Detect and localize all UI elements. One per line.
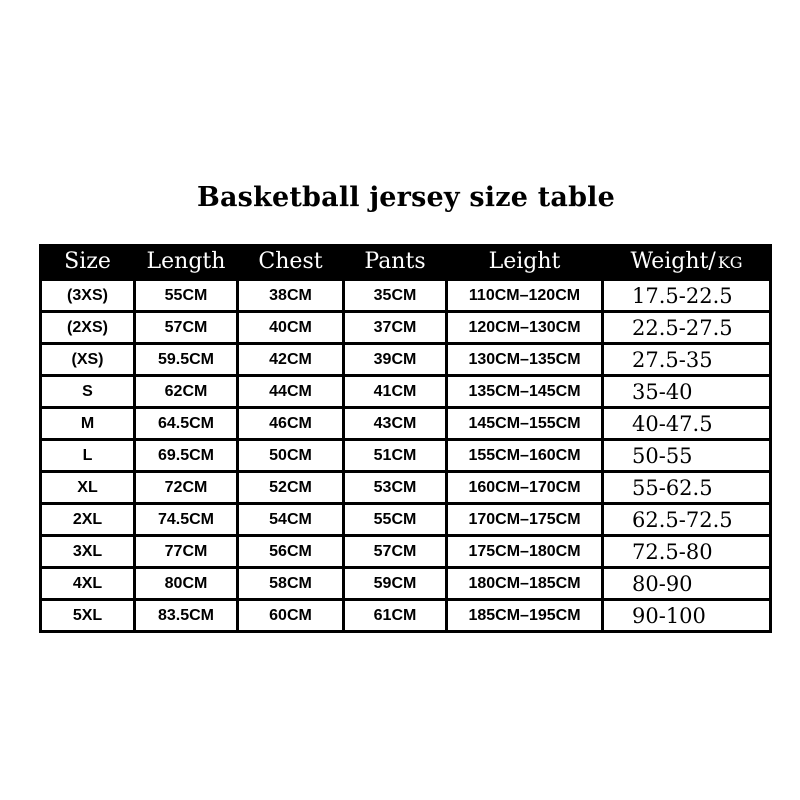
cell-length: 59.5CM xyxy=(135,344,238,376)
header-weight-unit: KG xyxy=(717,252,743,272)
cell-size: 2XL xyxy=(41,504,135,536)
header-weight xyxy=(603,244,771,280)
cell-pants: 37CM xyxy=(344,312,447,344)
cell-leight: 155CM–160CM xyxy=(447,440,603,472)
table-row xyxy=(41,600,771,632)
header-size: Size xyxy=(41,244,135,280)
cell-pants: 53CM xyxy=(344,472,447,504)
cell-pants: 43CM xyxy=(344,408,447,440)
table-header xyxy=(41,244,771,280)
cell-length: 74.5CM xyxy=(135,504,238,536)
cell-weight: 80-90 xyxy=(603,568,771,600)
cell-chest: 56CM xyxy=(238,536,344,568)
cell-pants: 61CM xyxy=(344,600,447,632)
table-row xyxy=(41,408,771,440)
cell-pants: 55CM xyxy=(344,504,447,536)
cell-weight: 17.5-22.5 xyxy=(603,280,771,312)
header-chest: Chest xyxy=(238,244,344,280)
cell-weight: 50-55 xyxy=(603,440,771,472)
cell-leight: 160CM–170CM xyxy=(447,472,603,504)
cell-size: S xyxy=(41,376,135,408)
cell-chest: 38CM xyxy=(238,280,344,312)
header-leight: Leight xyxy=(447,244,603,280)
cell-leight: 145CM–155CM xyxy=(447,408,603,440)
cell-length: 72CM xyxy=(135,472,238,504)
cell-leight: 120CM–130CM xyxy=(447,312,603,344)
cell-chest: 42CM xyxy=(238,344,344,376)
cell-size: (XS) xyxy=(41,344,135,376)
header-pants: Pants xyxy=(344,244,447,280)
cell-leight: 110CM–120CM xyxy=(447,280,603,312)
cell-chest: 52CM xyxy=(238,472,344,504)
table-row xyxy=(41,376,771,408)
cell-length: 83.5CM xyxy=(135,600,238,632)
cell-size: XL xyxy=(41,472,135,504)
cell-leight: 175CM–180CM xyxy=(447,536,603,568)
cell-weight: 62.5-72.5 xyxy=(603,504,771,536)
size-table xyxy=(39,244,772,633)
cell-pants: 41CM xyxy=(344,376,447,408)
cell-chest: 46CM xyxy=(238,408,344,440)
cell-pants: 51CM xyxy=(344,440,447,472)
cell-leight: 180CM–185CM xyxy=(447,568,603,600)
cell-length: 64.5CM xyxy=(135,408,238,440)
cell-weight: 90-100 xyxy=(603,600,771,632)
cell-length: 77CM xyxy=(135,536,238,568)
cell-leight: 130CM–135CM xyxy=(447,344,603,376)
cell-leight: 185CM–195CM xyxy=(447,600,603,632)
cell-pants: 39CM xyxy=(344,344,447,376)
table-body xyxy=(41,280,771,632)
cell-size: 5XL xyxy=(41,600,135,632)
cell-chest: 60CM xyxy=(238,600,344,632)
table-row xyxy=(41,344,771,376)
cell-weight: 55-62.5 xyxy=(603,472,771,504)
cell-chest: 58CM xyxy=(238,568,344,600)
cell-length: 80CM xyxy=(135,568,238,600)
cell-leight: 170CM–175CM xyxy=(447,504,603,536)
cell-leight: 135CM–145CM xyxy=(447,376,603,408)
cell-length: 57CM xyxy=(135,312,238,344)
cell-size: 3XL xyxy=(41,536,135,568)
cell-chest: 54CM xyxy=(238,504,344,536)
cell-weight: 72.5-80 xyxy=(603,536,771,568)
cell-weight: 22.5-27.5 xyxy=(603,312,771,344)
cell-weight: 40-47.5 xyxy=(603,408,771,440)
cell-chest: 50CM xyxy=(238,440,344,472)
cell-size: (2XS) xyxy=(41,312,135,344)
table-row xyxy=(41,312,771,344)
cell-size: M xyxy=(41,408,135,440)
header-weight-label: Weight/ xyxy=(630,248,716,274)
table-row xyxy=(41,568,771,600)
cell-length: 55CM xyxy=(135,280,238,312)
header-length: Length xyxy=(135,244,238,280)
cell-size: 4XL xyxy=(41,568,135,600)
page-title: Basketball jersey size table xyxy=(196,182,616,213)
header-row xyxy=(41,244,771,280)
cell-pants: 35CM xyxy=(344,280,447,312)
cell-size: L xyxy=(41,440,135,472)
table-row xyxy=(41,472,771,504)
cell-length: 62CM xyxy=(135,376,238,408)
cell-weight: 27.5-35 xyxy=(603,344,771,376)
cell-size: (3XS) xyxy=(41,280,135,312)
cell-pants: 59CM xyxy=(344,568,447,600)
cell-chest: 44CM xyxy=(238,376,344,408)
table-row xyxy=(41,280,771,312)
cell-pants: 57CM xyxy=(344,536,447,568)
cell-length: 69.5CM xyxy=(135,440,238,472)
table-row xyxy=(41,504,771,536)
table-row xyxy=(41,536,771,568)
cell-chest: 40CM xyxy=(238,312,344,344)
table-row xyxy=(41,440,771,472)
cell-weight: 35-40 xyxy=(603,376,771,408)
